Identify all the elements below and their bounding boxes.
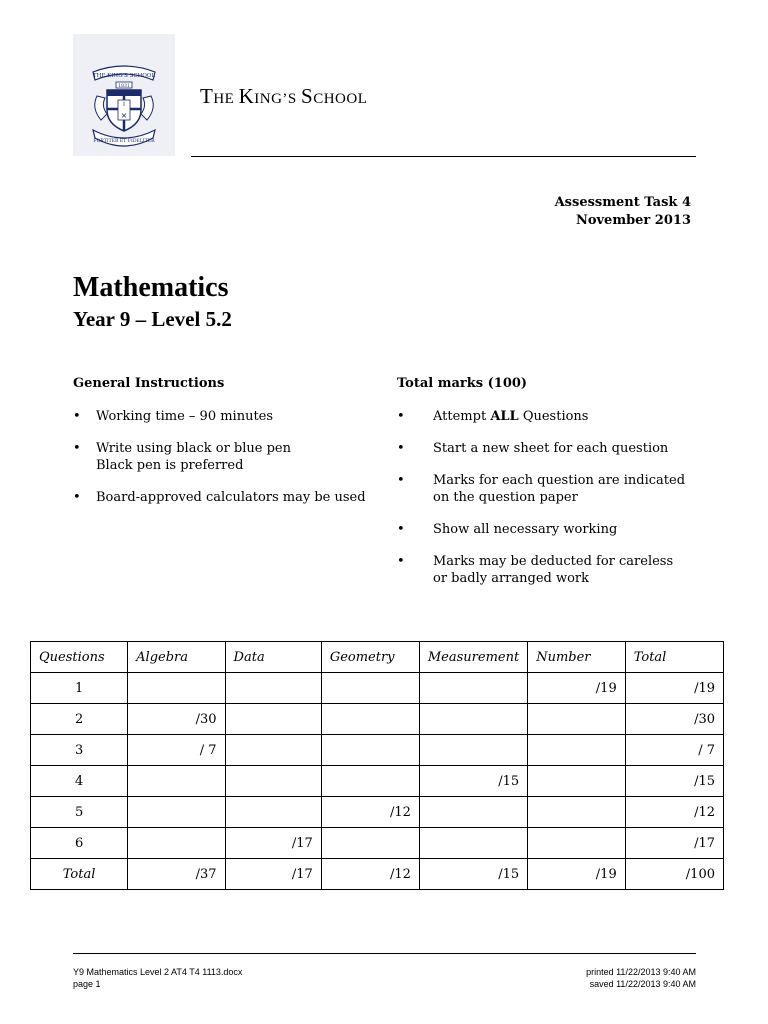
school-crest	[73, 34, 175, 156]
table-cell: /12	[625, 797, 723, 828]
table-cell: /37	[128, 859, 225, 890]
table-row	[31, 673, 724, 704]
table-cell: /100	[625, 859, 723, 890]
table-row	[31, 828, 724, 859]
school-name: THE KING’S SCHOOL	[200, 84, 368, 108]
question-cell: 2	[31, 704, 128, 735]
table-cell	[419, 735, 527, 766]
table-cell	[225, 797, 321, 828]
table-cell	[528, 828, 626, 859]
question-cell: 5	[31, 797, 128, 828]
table-cell: /17	[625, 828, 723, 859]
header-measurement: Measurement	[419, 642, 527, 673]
assessment-info	[555, 194, 691, 230]
assessment-task: Assessment Task 4	[554, 195, 691, 210]
table-cell	[528, 797, 626, 828]
table-cell	[528, 766, 626, 797]
crest-icon	[73, 34, 175, 156]
bullet-icon: •	[397, 522, 405, 537]
table-cell: /15	[625, 766, 723, 797]
footer-right	[586, 966, 696, 990]
crest-year-text: 1831	[118, 84, 130, 89]
table-cell	[225, 673, 321, 704]
header-algebra: Algebra	[128, 642, 225, 673]
table-row	[31, 797, 724, 828]
question-cell: 4	[31, 766, 128, 797]
bullet-icon: •	[397, 473, 405, 488]
header-geometry: Geometry	[321, 642, 419, 673]
table-cell: /12	[321, 797, 419, 828]
total-marks-list	[397, 408, 717, 602]
table-cell	[321, 704, 419, 735]
table-row	[31, 766, 724, 797]
question-cell: 6	[31, 828, 128, 859]
crest-motto-text: FORTITER ET FIDELITER	[93, 139, 155, 144]
list-item: • Start a new sheet for each question	[397, 441, 669, 456]
header-total: Total	[625, 642, 723, 673]
table-cell: /19	[528, 673, 626, 704]
table-cell: /15	[419, 766, 527, 797]
table-cell	[225, 766, 321, 797]
subject-title: Mathematics	[73, 272, 229, 303]
bullet-icon: •	[397, 441, 405, 456]
table-cell: /30	[625, 704, 723, 735]
svg-text:×: ×	[120, 111, 128, 120]
table-cell: /15	[419, 859, 527, 890]
table-cell	[419, 797, 527, 828]
table-cell: /12	[321, 859, 419, 890]
table-cell	[528, 735, 626, 766]
table-cell	[128, 828, 225, 859]
list-item: • Marks may be deducted for careless or badly arranged work	[397, 554, 674, 586]
table-cell	[225, 704, 321, 735]
table-cell	[225, 735, 321, 766]
footer-filename: Y9 Mathematics Level 2 AT4 T4 1113.docx	[73, 967, 243, 977]
list-item: • Marks for each question are indicated on the question paper	[397, 473, 686, 505]
table-row	[31, 704, 724, 735]
bullet-icon: •	[397, 554, 405, 569]
assessment-date: November 2013	[575, 213, 691, 228]
header-questions: Questions	[31, 642, 128, 673]
crest-banner-text: THE KING'S SCHOOL	[92, 73, 156, 79]
table-cell	[419, 704, 527, 735]
footer-saved: saved 11/22/2013 9:40 AM	[589, 979, 696, 989]
table-cell: / 7	[128, 735, 225, 766]
list-item: • Write using black or blue pen Black pen is preferred	[73, 441, 291, 473]
table-total-row	[31, 859, 724, 890]
total-marks-heading: Total marks (100)	[397, 376, 528, 391]
level-title: Year 9 – Level 5.2	[73, 307, 232, 331]
bullet-icon: •	[73, 409, 81, 424]
general-instructions-heading: General Instructions	[73, 376, 225, 391]
table-cell	[528, 704, 626, 735]
bullet-icon: •	[73, 490, 81, 505]
marks-table	[30, 641, 724, 890]
table-row	[31, 735, 724, 766]
header-number: Number	[528, 642, 626, 673]
list-item: • Attempt ALL Questions	[397, 409, 589, 424]
footer-page: page 1	[73, 979, 101, 989]
table-cell	[419, 673, 527, 704]
list-item: • Working time – 90 minutes	[73, 409, 274, 424]
table-cell	[321, 673, 419, 704]
list-item: • Show all necessary working	[397, 522, 618, 537]
table-cell	[321, 828, 419, 859]
table-cell: /17	[225, 828, 321, 859]
list-item: • Board-approved calculators may be used	[73, 490, 366, 505]
general-instructions-list	[73, 408, 383, 521]
table-cell	[128, 766, 225, 797]
table-cell	[128, 673, 225, 704]
table-cell: /19	[625, 673, 723, 704]
header-divider	[191, 156, 696, 157]
bullet-icon: •	[397, 409, 405, 424]
question-cell: 3	[31, 735, 128, 766]
header-data: Data	[225, 642, 321, 673]
table-cell: /30	[128, 704, 225, 735]
table-cell	[419, 828, 527, 859]
table-cell: /19	[528, 859, 626, 890]
footer-divider	[73, 953, 696, 954]
table-cell	[128, 797, 225, 828]
question-cell: 1	[31, 673, 128, 704]
table-cell	[321, 735, 419, 766]
table-cell: / 7	[625, 735, 723, 766]
svg-text:I: I	[123, 101, 125, 108]
table-cell	[321, 766, 419, 797]
table-header-row	[31, 642, 724, 673]
bullet-icon: •	[73, 441, 81, 456]
footer-printed: printed 11/22/2013 9:40 AM	[586, 967, 696, 977]
footer-left	[73, 966, 242, 990]
total-label-cell: Total	[31, 859, 128, 890]
table-cell: /17	[225, 859, 321, 890]
